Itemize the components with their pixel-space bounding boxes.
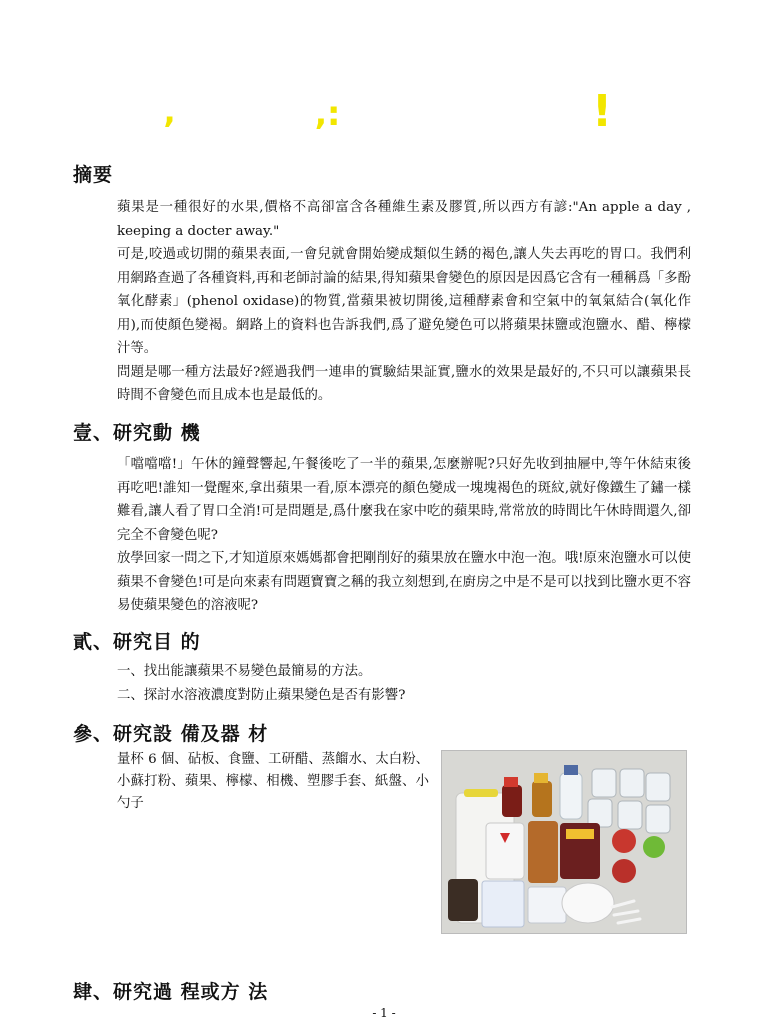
- objective-item: 二、探討水溶液濃度對防止蘋果變色是否有影響?: [117, 688, 406, 703]
- abstract-body: [117, 196, 691, 408]
- section4-heading: 肆、研究過 程或方 法: [73, 981, 269, 1003]
- section1-body: [117, 453, 691, 618]
- title-glyph-3: !: [592, 86, 613, 137]
- title-glyph-1: ’: [163, 110, 176, 150]
- equipment-list: 量杯 6 個、砧板、食鹽、工研醋、蒸餾水、太白粉、小蘇打粉、蘋果、檸檬、相機、塑膠手套、紙盤、小勺子: [117, 752, 429, 811]
- page-number: - 1 -: [372, 1006, 396, 1020]
- objective-item: 一、找出能讓蘋果不易變色最簡易的方法。: [117, 664, 372, 679]
- section1-heading: 壹、研究動 機: [73, 422, 201, 444]
- section1-paragraph: 放學回家一問之下,才知道原來媽媽都會把剛削好的蘋果放在鹽水中泡一泡。哦!原來泡鹽水可以使蘋果不會變色!可是向來素有問題寶寶之稱的我立刻想到,在廚房之中是不是可以找到比鹽水更不容易使蘋果變色的溶液呢?: [117, 551, 691, 613]
- section1-paragraph: 「噹噹噹!」午休的鐘聲響起,午餐後吃了一半的蘋果,怎麼辦呢?只好先收到抽屜中,等午休結束後再吃吧!誰知一覺醒來,拿出蘋果一看,原本漂亮的顏色變成一塊塊褐色的斑紋,就好像鐵生了鏽一樣難看,讓人看了胃口全消!可是問題是,爲什麼我在家中吃的蘋果時,常常放的時間比午休時間還久,卻完全不會變色呢?: [117, 457, 691, 543]
- title-glyph-2: ‚:: [314, 94, 341, 134]
- section3-heading: 參、研究設 備及器 材: [73, 723, 269, 745]
- section2-heading: 貳、研究目 的: [73, 631, 201, 653]
- objectives-list: [117, 660, 405, 708]
- equipment-photo: [441, 750, 687, 934]
- abstract-paragraph: 問題是哪一種方法最好?經過我們一連串的實驗結果証實,鹽水的效果是最好的,不只可以讓蘋果長時間不會變色而且成本也是最低的。: [117, 364, 691, 403]
- abstract-paragraph: 可是,咬過或切開的蘋果表面,一會兒就會開始變成類似生銹的褐色,讓人失去再吃的胃口。我們利用網路查過了各種資料,再和老師討論的結果,得知蘋果會變色的原因是因爲它含有一種稱爲「多酚氧化酵素」(phenol oxidase)的物質,當蘋果被切開後,這種酵素會和空氣中的氧氣結合(氧化作用),而使顏色變褐。網路上的資料也告訴我們,爲了避免變色可以將蘋果抹鹽或泡鹽水、醋、檸檬汁等。: [117, 247, 691, 356]
- abstract-paragraph: 蘋果是一種很好的水果,價格不高卻富含各種維生素及膠質,所以西方有諺:"An apple a day , keeping a docter away.": [117, 200, 691, 239]
- equipment-photo-illustration: [442, 751, 686, 933]
- abstract-heading: 摘要: [73, 164, 114, 186]
